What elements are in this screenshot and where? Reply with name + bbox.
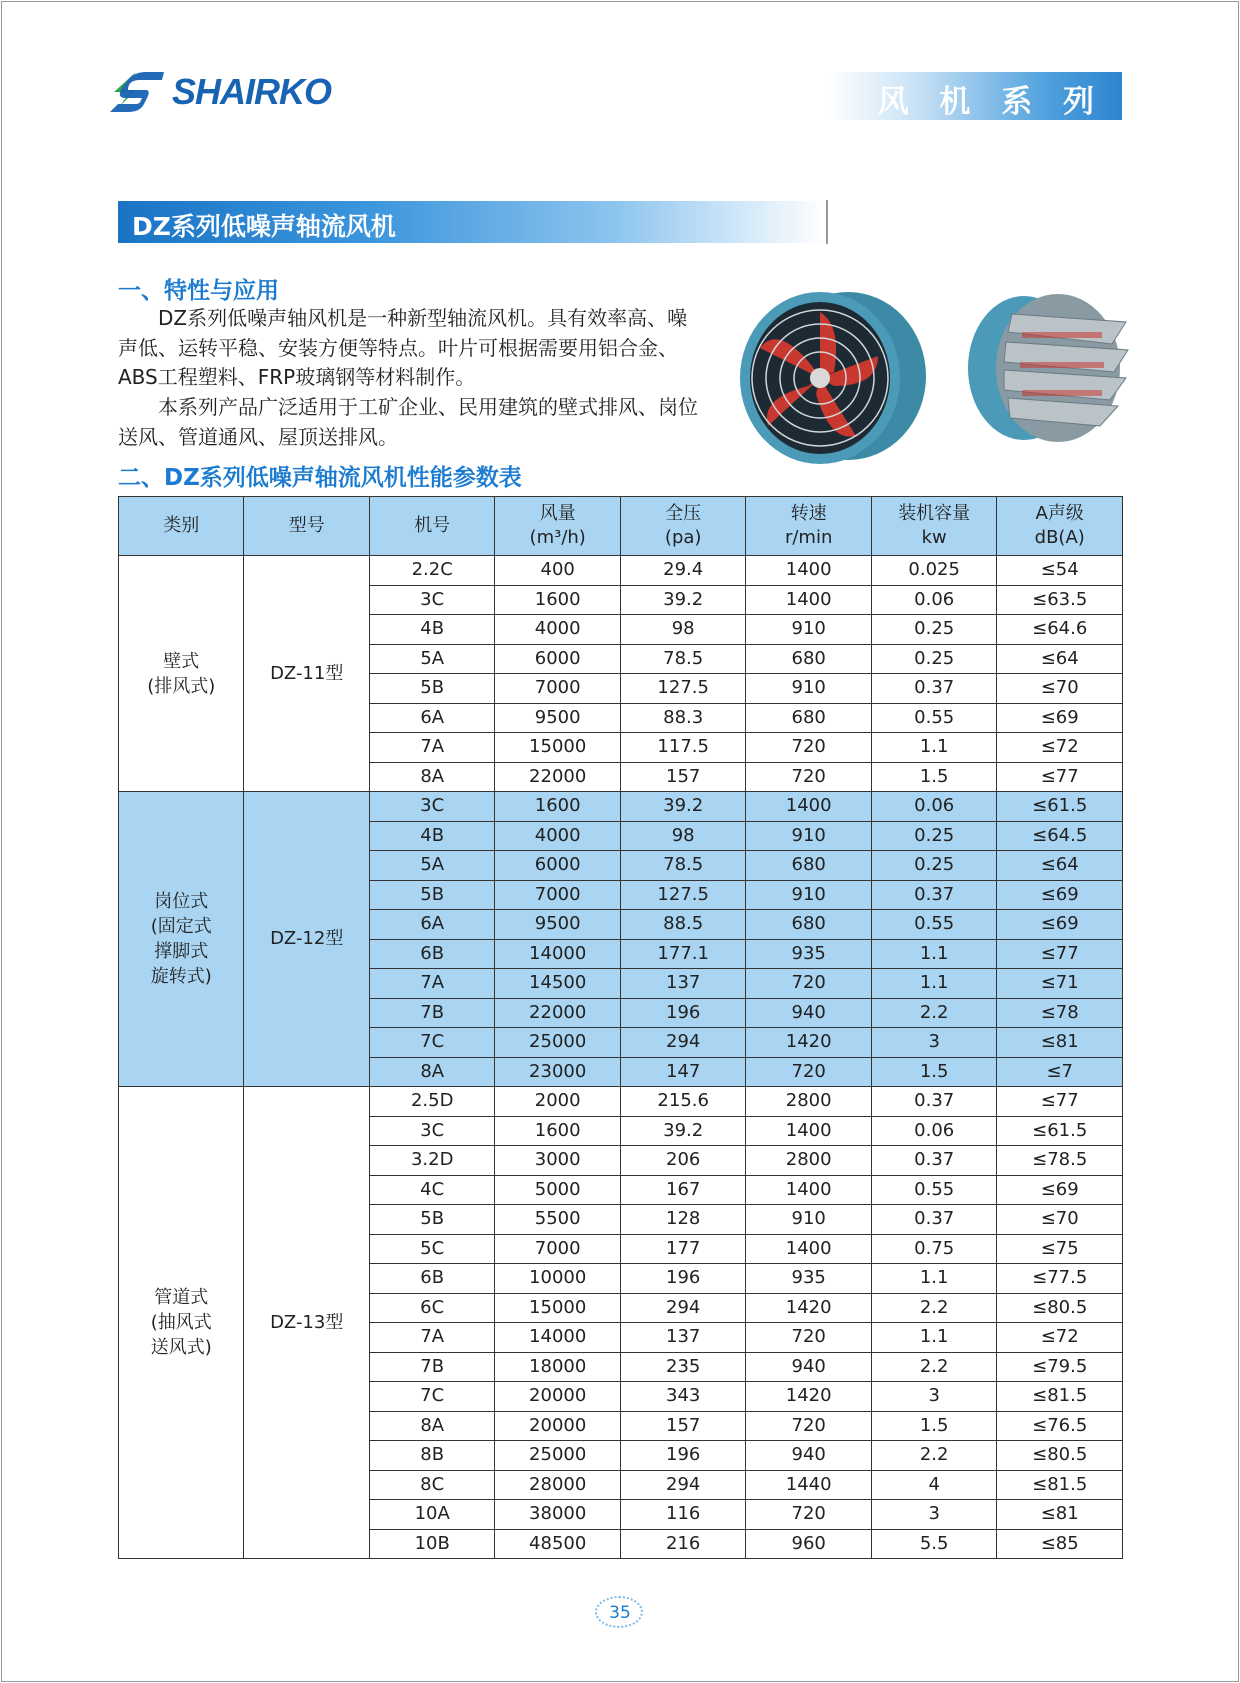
table-cell: 1.5 bbox=[871, 1411, 997, 1441]
category-line: (固定式 bbox=[150, 916, 212, 937]
table-cell: 137 bbox=[620, 1323, 746, 1353]
table-cell: 22000 bbox=[495, 998, 621, 1028]
table-cell: 1440 bbox=[746, 1470, 872, 1500]
table-cell: 25000 bbox=[495, 1028, 621, 1058]
table-cell: 720 bbox=[746, 969, 872, 999]
header-cell bbox=[244, 497, 369, 556]
table-cell: 0.37 bbox=[871, 1087, 997, 1117]
table-cell: ≤80.5 bbox=[997, 1293, 1123, 1323]
table-cell: ≤71 bbox=[997, 969, 1123, 999]
table-cell: 0.25 bbox=[871, 851, 997, 881]
table-cell: 720 bbox=[746, 762, 872, 792]
table-cell: 7A bbox=[369, 733, 494, 763]
table-cell: 39.2 bbox=[620, 585, 746, 615]
table-cell: 960 bbox=[746, 1529, 872, 1559]
table-cell: 2.2 bbox=[871, 1293, 997, 1323]
table-cell: 78.5 bbox=[620, 851, 746, 881]
table-cell: 910 bbox=[746, 615, 872, 645]
header-cell bbox=[871, 497, 997, 556]
header-line: 装机容量 bbox=[898, 503, 971, 524]
table-cell: 38000 bbox=[495, 1500, 621, 1530]
table-cell: 5B bbox=[369, 674, 494, 704]
table-cell: 14500 bbox=[495, 969, 621, 999]
table-cell: ≤64 bbox=[997, 644, 1123, 674]
table-cell: 2.2 bbox=[871, 1352, 997, 1382]
header-line: (pa) bbox=[664, 527, 702, 548]
header-cell bbox=[119, 497, 244, 556]
heading-spec-table: 二、DZ系列低噪声轴流风机性能参数表 bbox=[118, 465, 522, 491]
table-cell: 88.3 bbox=[620, 703, 746, 733]
series-banner bbox=[828, 72, 1122, 120]
table-cell: 5.5 bbox=[871, 1529, 997, 1559]
table-cell: 1400 bbox=[746, 1234, 872, 1264]
table-cell: 940 bbox=[746, 998, 872, 1028]
series-label: 风 机 系 列 bbox=[877, 84, 1104, 120]
table-cell: 0.37 bbox=[871, 1205, 997, 1235]
table-cell: ≤77.5 bbox=[997, 1264, 1123, 1294]
table-cell: 23000 bbox=[495, 1057, 621, 1087]
table-cell: 216 bbox=[620, 1529, 746, 1559]
table-cell: 4B bbox=[369, 821, 494, 851]
table-row bbox=[119, 1087, 1123, 1117]
table-cell: 7000 bbox=[495, 880, 621, 910]
table-cell: ≤79.5 bbox=[997, 1352, 1123, 1382]
table-cell: 235 bbox=[620, 1352, 746, 1382]
table-cell: ≤7 bbox=[997, 1057, 1123, 1087]
table-cell: 1400 bbox=[746, 792, 872, 822]
wall-fan-image bbox=[738, 286, 938, 486]
table-cell: 7B bbox=[369, 1352, 494, 1382]
category-cell bbox=[119, 1087, 244, 1559]
title-divider bbox=[826, 200, 828, 244]
table-cell: 720 bbox=[746, 1500, 872, 1530]
table-cell: 10A bbox=[369, 1500, 494, 1530]
table-cell: 0.55 bbox=[871, 910, 997, 940]
table-cell: 2.5D bbox=[369, 1087, 494, 1117]
table-cell: 206 bbox=[620, 1146, 746, 1176]
table-cell: 3C bbox=[369, 792, 494, 822]
table-cell: 2.2C bbox=[369, 556, 494, 586]
table-cell: ≤64.6 bbox=[997, 615, 1123, 645]
header-line: 机号 bbox=[414, 515, 451, 536]
table-cell: 147 bbox=[620, 1057, 746, 1087]
table-cell: 137 bbox=[620, 969, 746, 999]
table-cell: 29.4 bbox=[620, 556, 746, 586]
table-cell: 4000 bbox=[495, 615, 621, 645]
table-cell: 0.25 bbox=[871, 644, 997, 674]
brand-logo bbox=[106, 68, 331, 116]
table-cell: ≤69 bbox=[997, 1175, 1123, 1205]
table-cell: ≤61.5 bbox=[997, 792, 1123, 822]
header-line: 全压 bbox=[665, 503, 702, 524]
paragraph-features: DZ系列低噪声轴风机是一种新型轴流风机。具有效率高、噪声低、运转平稳、安装方便等特点。叶片可根据需要用铝合金、ABS工程塑料、FRP玻璃钢等材料制作。 bbox=[118, 306, 688, 389]
table-cell: 127.5 bbox=[620, 674, 746, 704]
table-cell: 680 bbox=[746, 703, 872, 733]
table-cell: 48500 bbox=[495, 1529, 621, 1559]
table-cell: 116 bbox=[620, 1500, 746, 1530]
table-cell: 294 bbox=[620, 1028, 746, 1058]
table-cell: 1420 bbox=[746, 1293, 872, 1323]
table-cell: 1400 bbox=[746, 1116, 872, 1146]
category-line: 撑脚式 bbox=[154, 941, 209, 962]
table-cell: 25000 bbox=[495, 1441, 621, 1471]
table-cell: 0.75 bbox=[871, 1234, 997, 1264]
table-cell: 2000 bbox=[495, 1087, 621, 1117]
table-cell: 14000 bbox=[495, 1323, 621, 1353]
table-row bbox=[119, 556, 1123, 586]
table-cell: 4 bbox=[871, 1470, 997, 1500]
table-cell: 196 bbox=[620, 1441, 746, 1471]
table-cell: 39.2 bbox=[620, 792, 746, 822]
category-line: 壁式 bbox=[163, 650, 200, 672]
table-cell: 0.25 bbox=[871, 615, 997, 645]
table-cell: 0.37 bbox=[871, 674, 997, 704]
page-number bbox=[595, 1596, 645, 1630]
header-line: 转速 bbox=[790, 503, 827, 524]
table-cell: 7000 bbox=[495, 1234, 621, 1264]
table-cell: ≤78.5 bbox=[997, 1146, 1123, 1176]
table-cell: ≤76.5 bbox=[997, 1411, 1123, 1441]
table-cell: 6000 bbox=[495, 851, 621, 881]
table-cell: 1400 bbox=[746, 556, 872, 586]
table-cell: 4B bbox=[369, 615, 494, 645]
duct-fan-image bbox=[962, 286, 1132, 466]
table-cell: 3C bbox=[369, 1116, 494, 1146]
header-cell bbox=[746, 497, 872, 556]
category-cell bbox=[119, 792, 244, 1087]
table-cell: 2.2 bbox=[871, 1441, 997, 1471]
table-cell: 8A bbox=[369, 1057, 494, 1087]
table-cell: 1.1 bbox=[871, 969, 997, 999]
table-cell: 940 bbox=[746, 1441, 872, 1471]
header-line: A声级 bbox=[1035, 503, 1084, 524]
table-cell: 3C bbox=[369, 585, 494, 615]
table-cell: 10000 bbox=[495, 1264, 621, 1294]
table-cell: ≤63.5 bbox=[997, 585, 1123, 615]
paragraph-applications: 本系列产品广泛适用于工矿企业、民用建筑的壁式排风、岗位送风、管道通风、屋顶送排风。 bbox=[118, 395, 698, 449]
table-cell: 20000 bbox=[495, 1382, 621, 1412]
category-line: 送风式) bbox=[150, 1337, 212, 1358]
table-cell: ≤64 bbox=[997, 851, 1123, 881]
header-line: 型号 bbox=[288, 515, 325, 536]
table-cell: 7B bbox=[369, 998, 494, 1028]
header-cell bbox=[620, 497, 746, 556]
table-cell: 5000 bbox=[495, 1175, 621, 1205]
table-cell: 7C bbox=[369, 1028, 494, 1058]
table-cell: 5A bbox=[369, 851, 494, 881]
table-cell: 14000 bbox=[495, 939, 621, 969]
table-cell: ≤81 bbox=[997, 1028, 1123, 1058]
table-row bbox=[119, 792, 1123, 822]
spec-table-header bbox=[119, 497, 1123, 556]
table-cell: ≤81.5 bbox=[997, 1382, 1123, 1412]
table-cell: 8A bbox=[369, 1411, 494, 1441]
spec-table bbox=[118, 496, 1123, 1559]
table-cell: ≤77 bbox=[997, 939, 1123, 969]
table-cell: 117.5 bbox=[620, 733, 746, 763]
category-line: 旋转式) bbox=[150, 966, 212, 987]
table-cell: ≤77 bbox=[997, 1087, 1123, 1117]
table-cell: 1600 bbox=[495, 1116, 621, 1146]
category-cell bbox=[119, 556, 244, 792]
table-cell: 177.1 bbox=[620, 939, 746, 969]
table-cell: 22000 bbox=[495, 762, 621, 792]
header-cell bbox=[997, 497, 1123, 556]
table-cell: 5B bbox=[369, 880, 494, 910]
header-line: dB(A) bbox=[1034, 527, 1085, 548]
table-cell: 1.5 bbox=[871, 1057, 997, 1087]
table-cell: 720 bbox=[746, 1057, 872, 1087]
table-cell: 5B bbox=[369, 1205, 494, 1235]
header-line: (m³/h) bbox=[529, 527, 586, 548]
table-cell: ≤64.5 bbox=[997, 821, 1123, 851]
table-cell: 7000 bbox=[495, 674, 621, 704]
table-cell: 4C bbox=[369, 1175, 494, 1205]
model-cell: DZ-12型 bbox=[244, 792, 369, 1087]
table-cell: 177 bbox=[620, 1234, 746, 1264]
table-cell: 1.5 bbox=[871, 762, 997, 792]
table-cell: ≤69 bbox=[997, 910, 1123, 940]
table-cell: 1.1 bbox=[871, 733, 997, 763]
table-cell: ≤85 bbox=[997, 1529, 1123, 1559]
table-cell: 2800 bbox=[746, 1146, 872, 1176]
table-cell: 6A bbox=[369, 703, 494, 733]
table-cell: 0.55 bbox=[871, 703, 997, 733]
header-cell bbox=[495, 497, 621, 556]
table-cell: 294 bbox=[620, 1293, 746, 1323]
table-cell: 2.2 bbox=[871, 998, 997, 1028]
heading-features: 一、特性与应用 bbox=[118, 278, 279, 304]
model-cell: DZ-13型 bbox=[244, 1087, 369, 1559]
header-row bbox=[119, 497, 1123, 556]
table-cell: 1600 bbox=[495, 792, 621, 822]
table-cell: ≤77 bbox=[997, 762, 1123, 792]
table-cell: 940 bbox=[746, 1352, 872, 1382]
table-cell: 294 bbox=[620, 1470, 746, 1500]
table-cell: ≤81 bbox=[997, 1500, 1123, 1530]
table-cell: 6000 bbox=[495, 644, 621, 674]
table-cell: 9500 bbox=[495, 703, 621, 733]
table-cell: 6B bbox=[369, 939, 494, 969]
table-cell: 20000 bbox=[495, 1411, 621, 1441]
table-cell: 6B bbox=[369, 1264, 494, 1294]
table-cell: 1420 bbox=[746, 1028, 872, 1058]
table-cell: 6C bbox=[369, 1293, 494, 1323]
table-cell: 3000 bbox=[495, 1146, 621, 1176]
model-cell: DZ-11型 bbox=[244, 556, 369, 792]
table-cell: 4000 bbox=[495, 821, 621, 851]
table-cell: ≤70 bbox=[997, 674, 1123, 704]
table-cell: 196 bbox=[620, 1264, 746, 1294]
table-cell: 3 bbox=[871, 1382, 997, 1412]
table-cell: 935 bbox=[746, 939, 872, 969]
table-cell: 5C bbox=[369, 1234, 494, 1264]
section-title: DZ系列低噪声轴流风机 bbox=[132, 212, 396, 241]
table-cell: 0.06 bbox=[871, 1116, 997, 1146]
category-line: (抽风式 bbox=[150, 1312, 212, 1333]
table-cell: 157 bbox=[620, 762, 746, 792]
table-cell: 0.55 bbox=[871, 1175, 997, 1205]
table-cell: 0.37 bbox=[871, 880, 997, 910]
table-cell: 7C bbox=[369, 1382, 494, 1412]
table-cell: 5500 bbox=[495, 1205, 621, 1235]
table-cell: 10B bbox=[369, 1529, 494, 1559]
table-cell: ≤70 bbox=[997, 1205, 1123, 1235]
header-cell bbox=[369, 497, 494, 556]
table-cell: 343 bbox=[620, 1382, 746, 1412]
table-cell: ≤72 bbox=[997, 733, 1123, 763]
table-cell: 680 bbox=[746, 910, 872, 940]
table-cell: 98 bbox=[620, 821, 746, 851]
category-line: 岗位式 bbox=[154, 891, 209, 912]
header-line: r/min bbox=[784, 527, 833, 548]
table-cell: 15000 bbox=[495, 1293, 621, 1323]
table-cell: 98 bbox=[620, 615, 746, 645]
table-cell: 3 bbox=[871, 1500, 997, 1530]
table-cell: ≤78 bbox=[997, 998, 1123, 1028]
table-cell: 0.25 bbox=[871, 821, 997, 851]
table-cell: 720 bbox=[746, 1323, 872, 1353]
table-cell: 5A bbox=[369, 644, 494, 674]
table-cell: 400 bbox=[495, 556, 621, 586]
table-cell: 1.1 bbox=[871, 1264, 997, 1294]
table-cell: ≤54 bbox=[997, 556, 1123, 586]
table-cell: ≤81.5 bbox=[997, 1470, 1123, 1500]
table-cell: 1420 bbox=[746, 1382, 872, 1412]
table-cell: 127.5 bbox=[620, 880, 746, 910]
table-cell: 9500 bbox=[495, 910, 621, 940]
table-cell: 18000 bbox=[495, 1352, 621, 1382]
table-cell: 720 bbox=[746, 733, 872, 763]
table-cell: 2800 bbox=[746, 1087, 872, 1117]
table-cell: 128 bbox=[620, 1205, 746, 1235]
table-cell: 1400 bbox=[746, 1175, 872, 1205]
table-cell: 0.06 bbox=[871, 792, 997, 822]
table-cell: ≤80.5 bbox=[997, 1441, 1123, 1471]
table-cell: 935 bbox=[746, 1264, 872, 1294]
table-cell: 1400 bbox=[746, 585, 872, 615]
table-cell: 28000 bbox=[495, 1470, 621, 1500]
table-cell: 78.5 bbox=[620, 644, 746, 674]
table-cell: 680 bbox=[746, 644, 872, 674]
table-cell: 3 bbox=[871, 1028, 997, 1058]
header-line: 类别 bbox=[163, 515, 200, 536]
table-cell: ≤61.5 bbox=[997, 1116, 1123, 1146]
table-cell: 910 bbox=[746, 1205, 872, 1235]
brand-name: SHAIRKO bbox=[172, 71, 332, 112]
table-cell: 167 bbox=[620, 1175, 746, 1205]
category-line: 管道式 bbox=[154, 1287, 209, 1308]
table-cell: 7A bbox=[369, 1323, 494, 1353]
table-cell: 7A bbox=[369, 969, 494, 999]
table-cell: 910 bbox=[746, 880, 872, 910]
spec-table-body bbox=[119, 556, 1123, 1559]
table-cell: 1600 bbox=[495, 585, 621, 615]
page-number-text: 35 bbox=[609, 1603, 631, 1623]
table-cell: 1.1 bbox=[871, 939, 997, 969]
table-cell: 8C bbox=[369, 1470, 494, 1500]
table-cell: 8A bbox=[369, 762, 494, 792]
section-title-bar bbox=[118, 201, 826, 243]
table-cell: 0.37 bbox=[871, 1146, 997, 1176]
table-cell: 910 bbox=[746, 821, 872, 851]
table-cell: 157 bbox=[620, 1411, 746, 1441]
table-cell: 196 bbox=[620, 998, 746, 1028]
table-cell: ≤75 bbox=[997, 1234, 1123, 1264]
table-cell: ≤72 bbox=[997, 1323, 1123, 1353]
table-cell: 0.025 bbox=[871, 556, 997, 586]
header-line: kw bbox=[921, 527, 947, 548]
header-line: 风量 bbox=[539, 503, 576, 524]
table-cell: 215.6 bbox=[620, 1087, 746, 1117]
category-line: (排风式) bbox=[147, 675, 216, 697]
table-cell: 680 bbox=[746, 851, 872, 881]
table-cell: 88.5 bbox=[620, 910, 746, 940]
table-cell: 1.1 bbox=[871, 1323, 997, 1353]
table-cell: ≤69 bbox=[997, 703, 1123, 733]
table-cell: 0.06 bbox=[871, 585, 997, 615]
table-cell: 39.2 bbox=[620, 1116, 746, 1146]
table-cell: 15000 bbox=[495, 733, 621, 763]
table-cell: 3.2D bbox=[369, 1146, 494, 1176]
table-cell: 720 bbox=[746, 1411, 872, 1441]
table-cell: 8B bbox=[369, 1441, 494, 1471]
table-cell: 6A bbox=[369, 910, 494, 940]
shairko-logo-icon bbox=[106, 70, 164, 114]
table-cell: ≤69 bbox=[997, 880, 1123, 910]
table-cell: 910 bbox=[746, 674, 872, 704]
